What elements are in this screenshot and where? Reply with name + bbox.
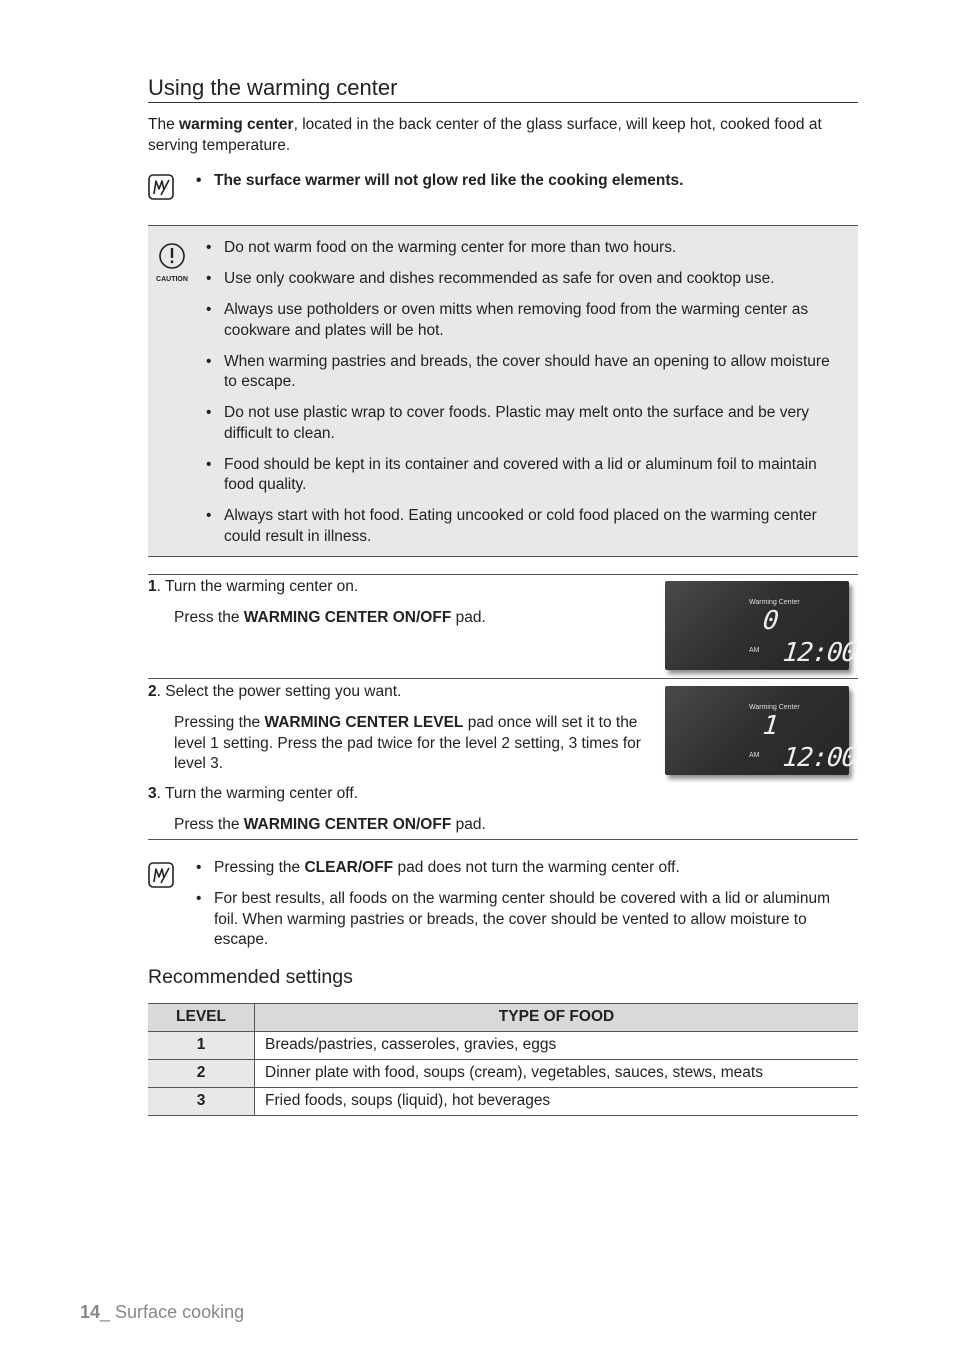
note-icon bbox=[148, 862, 174, 895]
table-row bbox=[148, 1060, 858, 1088]
column-header: LEVEL bbox=[148, 1004, 255, 1032]
step-2: 2. Select the power setting you want. Pressing the WARMING CENTER LEVEL pad once will set it to the level 1 setting. Press the pad twice for the level 2 setting, 3 times for level 3. bbox=[148, 683, 641, 772]
display-level: 0 bbox=[761, 606, 781, 636]
step-1: 1. Turn the warming center on. Press the WARMING CENTER ON/OFF pad. bbox=[148, 578, 486, 626]
column-header: TYPE OF FOOD bbox=[255, 1004, 859, 1032]
caution-item: • Always start with hot food. Eating uncooked or cold food placed on the warming center could result in illness. bbox=[206, 506, 846, 547]
section-heading: Recommended settings bbox=[148, 966, 353, 988]
table-row bbox=[148, 1088, 858, 1116]
caution-box bbox=[148, 225, 858, 557]
caution-label: CAUTION bbox=[156, 275, 188, 283]
caution-item: • Do not use plastic wrap to cover foods. Plastic may melt onto the surface and be very difficult to clean. bbox=[206, 403, 846, 444]
list-item: • Pressing the CLEAR/OFF pad does not turn the warming center off. bbox=[196, 858, 836, 879]
caution-item: • When warming pastries and breads, the cover should have an opening to allow moisture to escape. bbox=[206, 352, 846, 393]
intro-paragraph: The warming center, located in the back center of the glass surface, will keep hot, cooked food at serving temperature. bbox=[148, 116, 822, 154]
display-clock: 12:00 bbox=[781, 638, 858, 668]
level-cell: 3 bbox=[148, 1088, 255, 1116]
level-cell: 1 bbox=[148, 1032, 255, 1060]
display-label: Warming Center bbox=[749, 599, 800, 606]
display-panel-level bbox=[665, 686, 858, 775]
caution-list bbox=[206, 238, 846, 558]
table-row bbox=[148, 1032, 858, 1060]
caution-icon bbox=[154, 242, 190, 284]
display-ampm: AM bbox=[749, 752, 760, 759]
food-cell: Fried foods, soups (liquid), hot beverages bbox=[255, 1088, 859, 1116]
page-title: Using the warming center bbox=[148, 74, 858, 103]
note-text bbox=[196, 171, 846, 192]
display-clock: 12:00 bbox=[781, 743, 858, 773]
display-panel-off bbox=[665, 581, 858, 670]
note-icon bbox=[148, 174, 174, 207]
caution-item: • Food should be kept in its container and covered with a lid or aluminum foil to maintain food quality. bbox=[206, 455, 846, 496]
caution-item: • Always use potholders or oven mitts when removing food from the warming center as cookware and plates will be hot. bbox=[206, 300, 846, 341]
display-label: Warming Center bbox=[749, 704, 800, 711]
caution-item: • Use only cookware and dishes recommended as safe for oven and cooktop use. bbox=[206, 269, 846, 290]
table-header-row bbox=[148, 1004, 858, 1032]
divider bbox=[148, 678, 858, 679]
list-item: • For best results, all foods on the warming center should be covered with a lid or aluminum foil. When warming pastries or breads, the cover should be vented to allow moisture to escape. bbox=[196, 889, 836, 951]
caution-item: • Do not warm food on the warming center for more than two hours. bbox=[206, 238, 846, 259]
settings-table bbox=[148, 1003, 858, 1116]
level-cell: 2 bbox=[148, 1060, 255, 1088]
divider bbox=[148, 574, 858, 575]
food-cell: Breads/pastries, casseroles, gravies, eggs bbox=[255, 1032, 859, 1060]
list-item: • The surface warmer will not glow red like the cooking elements. bbox=[196, 171, 846, 192]
page-footer: 14_ Surface cooking bbox=[80, 1302, 245, 1322]
display-ampm: AM bbox=[749, 647, 760, 654]
divider bbox=[148, 839, 858, 840]
food-cell: Dinner plate with food, soups (cream), vegetables, sauces, stews, meats bbox=[255, 1060, 859, 1088]
note-list bbox=[196, 858, 836, 951]
step-3: 3. Turn the warming center off. Press the WARMING CENTER ON/OFF pad. bbox=[148, 785, 486, 833]
display-level: 1 bbox=[761, 711, 781, 741]
